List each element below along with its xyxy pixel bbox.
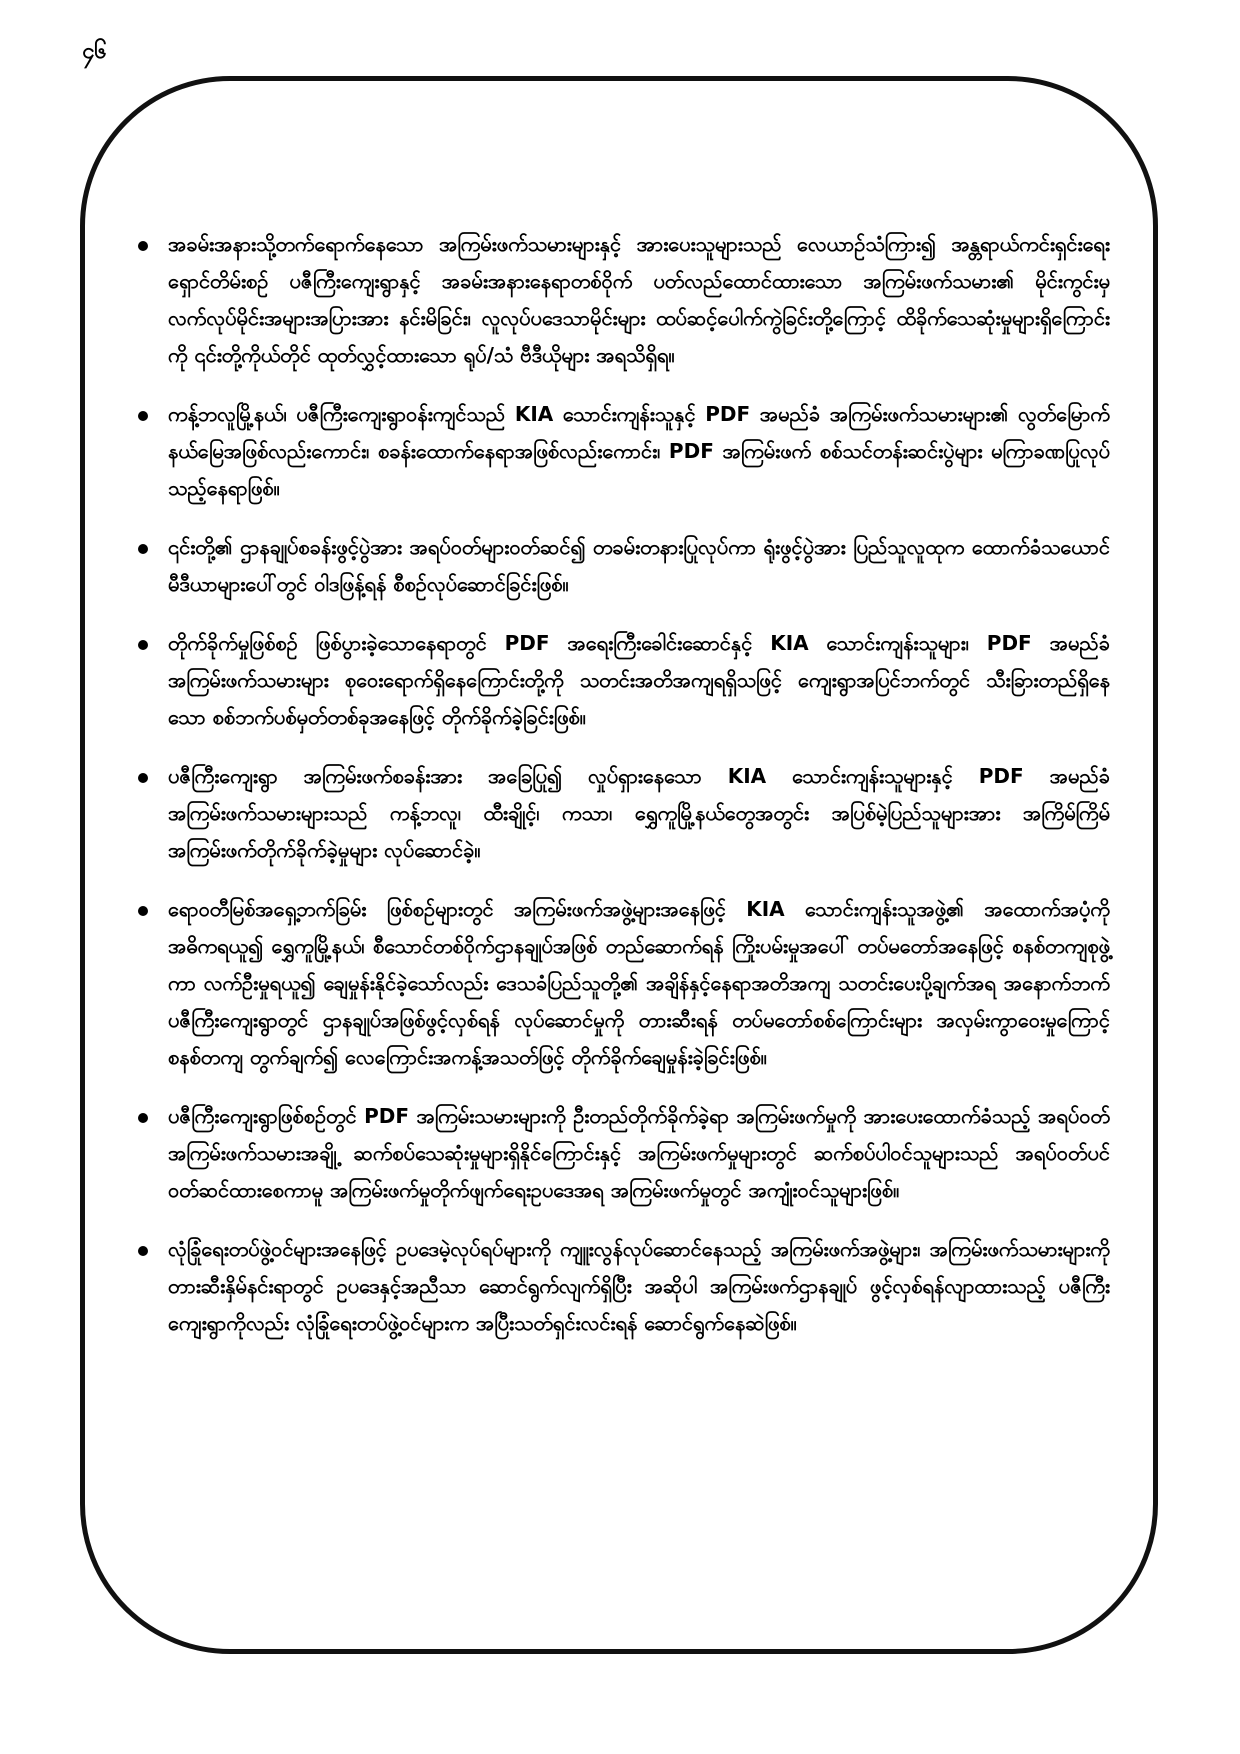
bullet-icon [138, 906, 148, 916]
bullet-icon [138, 544, 148, 554]
list-item [120, 396, 1110, 507]
list-item-text: တိုက်ခိုက်မှုဖြစ်စဉ် ဖြစ်ပွားခဲ့သောနေရာတွင် PDF အရေးကြီးခေါင်းဆောင်နှင့် KIA သောင်းကျန်းသူများ၊ PDF အမည်ခံ အကြမ်းဖက်သမားများ စုဝေးရောက်ရှိနေကြောင်းတို့ကို သတင်းအတိအကျရရှိသဖြင့် ကျေးရွာအပြင်ဘက်တွင် သီးခြားတည်ရှိနေသော စစ်ဘက်ပစ်မှတ်တစ်ခုအနေဖြင့် တိုက်ခိုက်ခဲ့ခြင်းဖြစ်။ [168, 631, 1110, 729]
list-item-text: လုံခြုံရေးတပ်ဖွဲ့ဝင်များအနေဖြင့် ဥပဒေမဲ့လုပ်ရပ်များကို ကျူးလွန်လုပ်ဆောင်နေသည့် အကြမ်းဖက်အဖွဲ့များ၊ အကြမ်းဖက်သမားများကို တားဆီးနှိမ်နင်းရာတွင် ဥပဒေနှင့်အညီသာ ဆောင်ရွက်လျက်ရှိပြီး အဆိုပါ အကြမ်းဖက်ဌာနချုပ် ဖွင့်လှစ်ရန်လျာထားသည့် ပဇီကြီးကျေးရွာကိုလည်း လုံခြုံရေးတပ်ဖွဲ့ဝင်များက အပြီးသတ်ရှင်းလင်းရန် ဆောင်ရွက်နေဆဲဖြစ်။ [168, 1237, 1110, 1335]
bullet-icon [138, 411, 148, 421]
list-item [120, 891, 1110, 1076]
list-item-text: ပဇီကြီးကျေးရွာဖြစ်စဉ်တွင် PDF အကြမ်းသမားများကို ဦးတည်တိုက်ခိုက်ခဲ့ရာ အကြမ်းဖက်မှုကို အားပေးထောက်ခံသည့် အရပ်ဝတ်အကြမ်းဖက်သမားအချို့ ဆက်စပ်သေဆုံးမှုများရှိနိုင်ကြောင်းနှင့် အကြမ်းဖက်မှုများတွင် ဆက်စပ်ပါဝင်သူများသည် အရပ်ဝတ်ပင်ဝတ်ဆင်ထားစေကာမူ အကြမ်းဖက်မှုတိုက်ဖျက်ရေးဥပဒေအရ အကြမ်းဖက်မှုတွင် အကျုံးဝင်သူများဖြစ်။ [168, 1104, 1110, 1202]
list-item [120, 625, 1110, 736]
bullet-icon [138, 1113, 148, 1123]
list-item-text: ပဇီကြီးကျေးရွာ အကြမ်းဖက်စခန်းအား အခြေပြု၍ လှုပ်ရှားနေသော KIA သောင်းကျန်းသူများနှင့် PDF အမည်ခံ အကြမ်းဖက်သမားများသည် ကန့်ဘလူ၊ ထီးချိုင့်၊ ကသာ၊ ရွှေကူမြို့နယ်တွေအတွင်း အပြစ်မဲ့ပြည်သူများအား အကြိမ်ကြိမ် အကြမ်းဖက်တိုက်ခိုက်ခဲ့မှုများ လုပ်ဆောင်ခဲ့။ [168, 764, 1110, 862]
bullet-icon [138, 773, 148, 783]
list-item-text: ကန့်ဘလူမြို့နယ်၊ ပဇီကြီးကျေးရွာဝန်းကျင်သည် KIA သောင်းကျန်းသူနှင့် PDF အမည်ခံ အကြမ်းဖက်သမားများ၏ လွတ်မြောက်နယ်မြေအဖြစ်လည်းကောင်း၊ စခန်းထောက်နေရာအဖြစ်လည်းကောင်း၊ PDF အကြမ်းဖက် စစ်သင်တန်းဆင်းပွဲများ မကြာခဏပြုလုပ်သည့်နေရာဖြစ်။ [168, 402, 1110, 500]
list-item-text: ရောဝတီမြစ်အရှေ့ဘက်ခြမ်း ဖြစ်စဉ်များတွင် အကြမ်းဖက်အဖွဲ့များအနေဖြင့် KIA သောင်းကျန်းသူအဖွဲ့၏ အထောက်အပံ့ကို အဓိကရယူ၍ ရွှေကူမြို့နယ်၊ စီသောင်တစ်ဝိုက်ဌာနချုပ်အဖြစ် တည်ဆောက်ရန် ကြိုးပမ်းမှုအပေါ် တပ်မတော်အနေဖြင့် စနစ်တကျစုဖွဲ့ကာ လက်ဦးမှုရယူ၍ ချေမှုန်းနိုင်ခဲ့သော်လည်း ဒေသခံပြည်သူတို့၏ အချိန်နှင့်နေရာအတိအကျ သတင်းပေးပို့ချက်အရ အနောက်ဘက် ပဇီကြီးကျေးရွာတွင် ဌာနချုပ်အဖြစ်ဖွင့်လှစ်ရန် လုပ်ဆောင်မှုကို တားဆီးရန် တပ်မတော်စစ်ကြောင်းများ အလှမ်းကွာဝေးမှုကြောင့် စနစ်တကျ တွက်ချက်၍ လေကြောင်းအကန့်အသတ်ဖြင့် တိုက်ခိုက်ချေမှုန်းခဲ့ခြင်းဖြစ်။ [168, 897, 1110, 1069]
page-number: ၄၆ [82, 39, 107, 64]
bullet-icon [138, 640, 148, 650]
list-item [120, 1231, 1110, 1342]
list-item [120, 1098, 1110, 1209]
bullet-list [120, 226, 1110, 1364]
list-item-text: အခမ်းအနားသို့တက်ရောက်နေသော အကြမ်းဖက်သမားများနှင့် အားပေးသူများသည် လေယာဉ်သံကြား၍ အန္တရာယ်ကင်းရှင်းရေး ရှောင်တိမ်းစဉ် ပဇီကြီးကျေးရွာနှင့် အခမ်းအနားနေရာတစ်ဝိုက် ပတ်လည်ထောင်ထားသော အကြမ်းဖက်သမား၏ မိုင်းကွင်းမှ လက်လုပ်မိုင်းအများအပြားအား နင်းမိခြင်း၊ လူလုပ်ပဒေသာမိုင်းများ ထပ်ဆင့်ပေါက်ကွဲခြင်းတို့ကြောင့် ထိခိုက်သေဆုံးမှုများရှိကြောင်းကို ၎င်းတို့ကိုယ်တိုင် ထုတ်လွှင့်ထားသော ရုပ်/သံ ဗီဒီယိုများ အရသိရှိရ။ [168, 232, 1110, 367]
bullet-icon [138, 1246, 148, 1256]
list-item [120, 529, 1110, 603]
list-item [120, 758, 1110, 869]
list-item [120, 226, 1110, 374]
list-item-text: ၎င်းတို့၏ ဌာနချုပ်စခန်းဖွင့်ပွဲအား အရပ်ဝတ်များဝတ်ဆင်၍ တခမ်းတနားပြုလုပ်ကာ ရုံးဖွင့်ပွဲအား ပြည်သူလူထုက ထောက်ခံသယောင် မီဒီယာများပေါ်တွင် ဝါဒဖြန့်ရန် စီစဉ်လုပ်ဆောင်ခြင်းဖြစ်။ [168, 535, 1110, 596]
bullet-icon [138, 241, 148, 251]
